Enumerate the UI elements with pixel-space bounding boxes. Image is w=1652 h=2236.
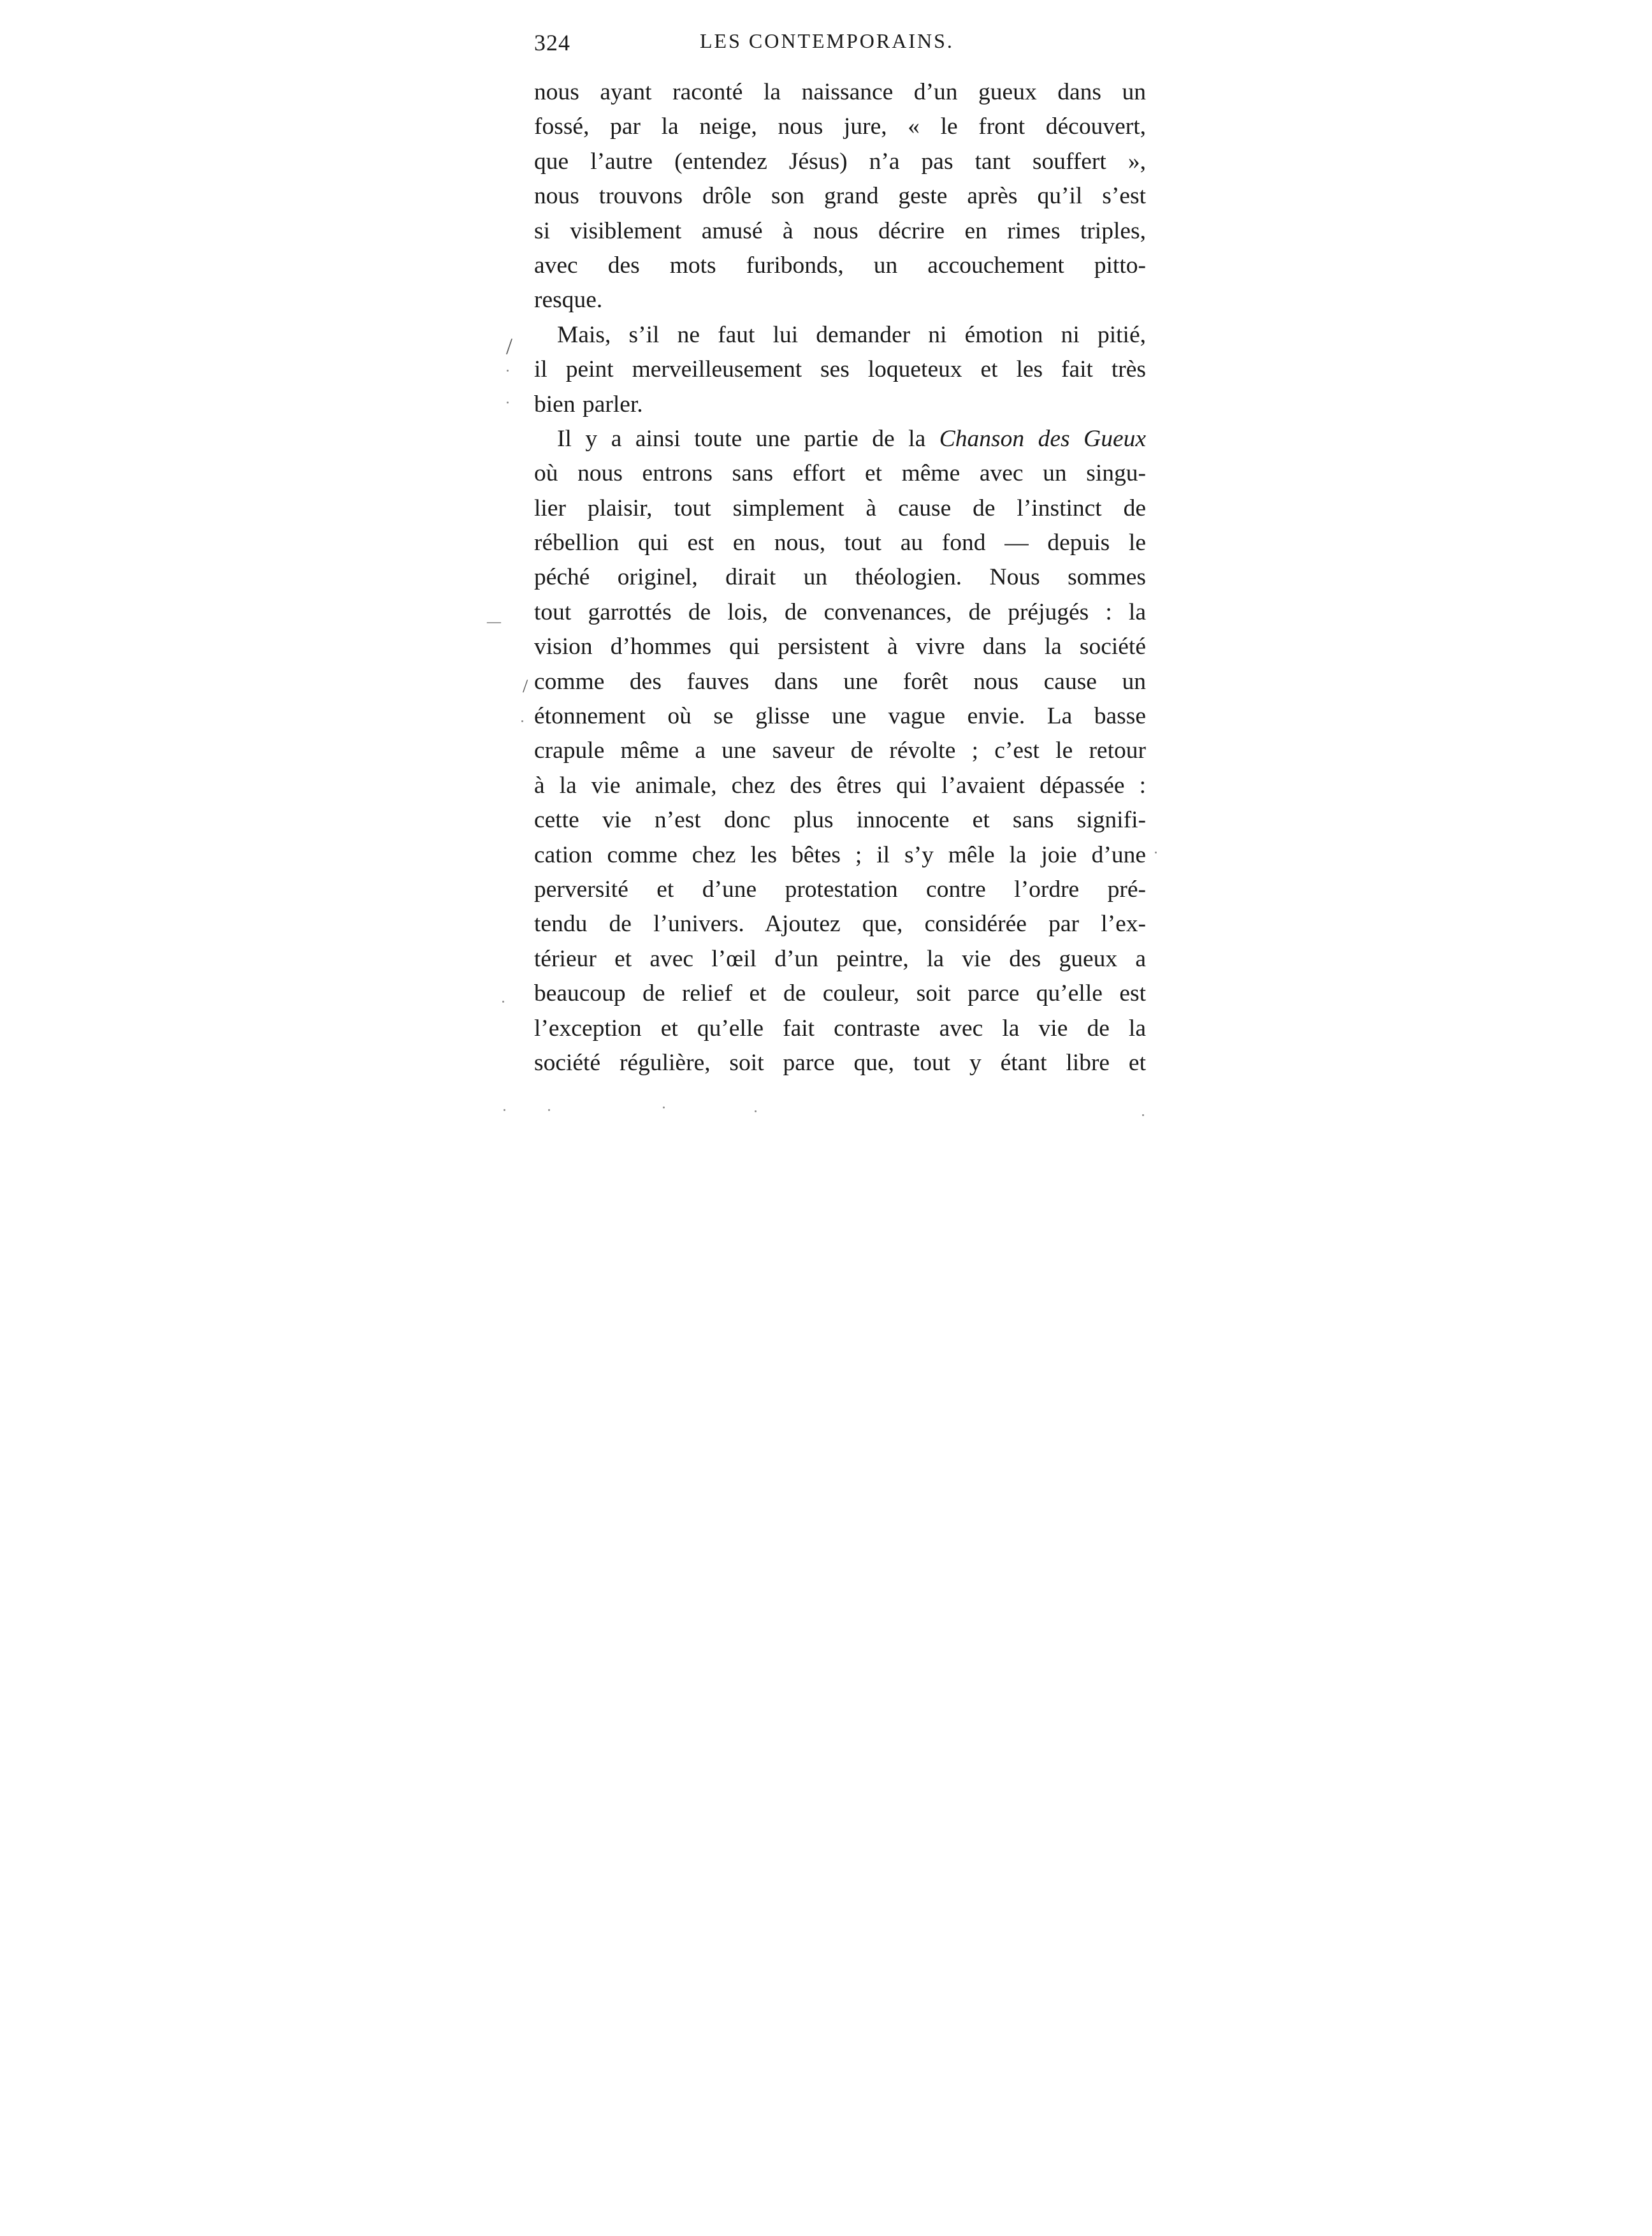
margin-mark: — (487, 613, 501, 629)
scan-speck (504, 1109, 505, 1111)
text-line: étonnement où se glisse une vague envie. La basse (534, 703, 1146, 730)
text-line: fossé, par la neige, nous jure, « le front découvert, (534, 113, 1146, 140)
margin-mark: / (506, 333, 513, 359)
text-line: resque. (534, 287, 603, 314)
scan-speck (507, 402, 509, 403)
text-line: bien parler. (534, 391, 643, 417)
page-header (534, 29, 1146, 68)
scan-speck (502, 1001, 504, 1003)
text-line: à la vie animale, chez des êtres qui l’avaient dépassée : (534, 772, 1146, 799)
scan-speck (521, 720, 523, 722)
text-line: nous trouvons drôle son grand geste après qu’il s’est (534, 183, 1146, 210)
text-line: comme des fauves dans une forêt nous cause un (534, 668, 1146, 695)
text-line: térieur et avec l’œil d’un peintre, la vie des gueux a (534, 945, 1146, 972)
text-line: société régulière, soit parce que, tout y étant libre et (534, 1049, 1146, 1076)
text-line: si visiblement amusé à nous décrire en rimes triples, (534, 217, 1146, 244)
scan-speck (548, 1109, 550, 1111)
scan-speck (1142, 1114, 1144, 1116)
paragraph-first-line (534, 422, 1146, 456)
text-line: avec des mots furibonds, un accouchement pitto- (534, 252, 1146, 279)
text-line: rébellion qui est en nous, tout au fond — depuis le (534, 530, 1146, 556)
text-line: l’exception et qu’elle fait contraste avec la vie de la (534, 1015, 1146, 1042)
page-number: 324 (534, 30, 570, 55)
text-line: lier plaisir, tout simplement à cause de l’instinct de (534, 495, 1146, 521)
text-line: cation comme chez les bêtes ; il s’y mêle la joie d’une (534, 841, 1146, 868)
text-line: nous ayant raconté la naissance d’un gueux dans un (534, 79, 1146, 105)
text-line: tendu de l’univers. Ajoutez que, considérée par l’ex- (534, 911, 1146, 938)
text-line: beaucoup de relief et de couleur, soit parce qu’elle est (534, 980, 1146, 1007)
scan-speck (1155, 852, 1157, 853)
text-line: perversité et d’une protestation contre l’ordre pré- (534, 876, 1146, 903)
body-text (534, 75, 1146, 1080)
text-fragment: Il y a ainsi toute une partie de la (557, 425, 926, 452)
text-line: il peint merveilleusement ses loqueteux et les fait très (534, 356, 1146, 383)
text-line: péché originel, dirait un théologien. Nous sommes (534, 564, 1146, 591)
text-line: où nous entrons sans effort et même avec un singu- (534, 460, 1146, 487)
text-line: tout garrottés de lois, de convenances, de préjugés : la (534, 599, 1146, 625)
text-line: vision d’hommes qui persistent à vivre dans la société (534, 634, 1146, 660)
italic-title: Chanson des Gueux (939, 425, 1147, 452)
running-head: LES CONTEMPORAINS. (700, 29, 954, 52)
text-line: cette vie n’est donc plus innocente et sans signifi- (534, 807, 1146, 834)
scan-speck (507, 370, 509, 372)
paragraph-first-line: Mais, s’il ne faut lui demander ni émotion ni pitié, (557, 321, 1146, 348)
text-line: crapule même a une saveur de révolte ; c’est le retour (534, 737, 1146, 764)
text-line: que l’autre (entendez Jésus) n’a pas tant souffert », (534, 148, 1146, 175)
scan-speck (755, 1110, 757, 1112)
margin-mark: / (523, 676, 528, 697)
scan-speck (663, 1107, 665, 1108)
